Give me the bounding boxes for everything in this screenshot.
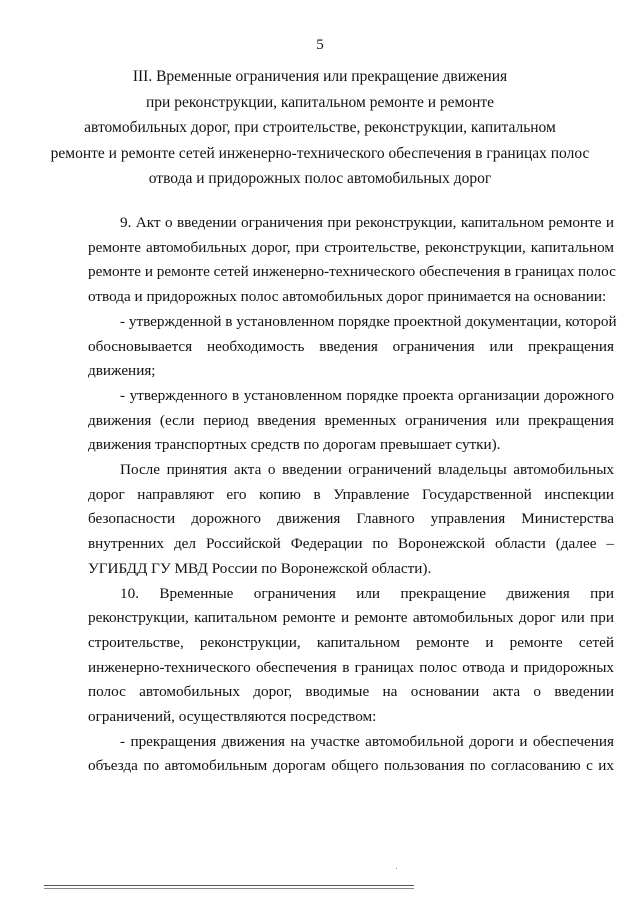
page-number: 5: [316, 37, 324, 53]
text-line: дорог направляют его копию в Управление Государственной инспекции: [88, 485, 614, 503]
text-line: инженерно-технического обеспечения в границах полос отвода и придорожных: [88, 658, 614, 676]
section-heading-line: ремонте и ремонте сетей инженерно-технического обеспечения в границах полос: [50, 144, 590, 162]
bullet-traffic-project: [88, 384, 614, 458]
text-line: - прекращения движения на участке автомобильной дороги и обеспечения: [120, 732, 614, 750]
text-line: - утвержденного в установленном порядке проекта организации дорожного: [120, 386, 614, 404]
scan-speck: [396, 868, 397, 869]
text-line: строительстве, реконструкции, капитальном ремонте и ремонте сетей: [88, 633, 614, 651]
text-line: УГИБДД ГУ МВД России по Воронежской области).: [88, 559, 432, 577]
section-heading: [40, 64, 600, 192]
text-line: 10. Временные ограничения или прекращение движения при: [120, 584, 614, 602]
text-line: 9. Акт о введении ограничения при реконструкции, капитальном ремонте и: [120, 214, 614, 231]
text-line: - утвержденной в установленном порядке проектной документации, которой: [120, 312, 617, 330]
text-line: внутренних дел Российской Федерации по Воронежской области (далее –: [88, 535, 614, 553]
text-line: ремонте автомобильных дорог, при строительстве, реконструкции, капитальном: [88, 238, 614, 256]
text-line: ограничений, осуществляются посредством:: [88, 708, 377, 726]
clause-9-paragraph: [88, 211, 614, 310]
section-heading-line: при реконструкции, капитальном ремонте и ремонте: [145, 93, 495, 111]
text-line: После принятия акта о введении ограничений владельцы автомобильных: [120, 461, 614, 479]
text-line: объезда по автомобильным дорогам общего пользования по согласованию с их: [88, 757, 614, 775]
footer-rule: [44, 885, 414, 886]
text-line: отвода и придорожных полос автомобильных дорог принимается на основании:: [88, 288, 607, 306]
clause-10-paragraph: [88, 582, 614, 730]
text-line: движения (если период введения временных ограничения или прекращения: [88, 411, 614, 429]
document-body: [88, 211, 617, 779]
section-heading-line: отвода и придорожных полос автомобильных дорог: [148, 170, 492, 187]
text-line: движения;: [88, 362, 156, 380]
text-line: движения транспортных средств по дорогам превышает сутки).: [88, 436, 501, 454]
text-line: ремонте и ремонте сетей инженерно-технического обеспечения в границах полос: [88, 263, 616, 281]
section-heading-line: III. Временные ограничения или прекращение движения: [132, 68, 508, 85]
text-line: реконструкции, капитальном ремонте и ремонте автомобильных дорог или при: [88, 609, 614, 627]
after-act-paragraph: [88, 458, 614, 582]
bullet-project-documentation: [88, 310, 617, 384]
text-line: обосновывается необходимость введения ограничения или прекращения: [88, 337, 614, 355]
text-line: полос автомобильных дорог, вводимые на основании акта о введении: [88, 683, 614, 701]
footer-rule-secondary: [44, 888, 414, 889]
text-line: безопасности дорожного движения Главного управления Министерства: [88, 510, 614, 528]
section-heading-line: автомобильных дорог, при строительстве, реконструкции, капитальном: [84, 119, 556, 136]
bullet-road-closure: [88, 730, 614, 779]
